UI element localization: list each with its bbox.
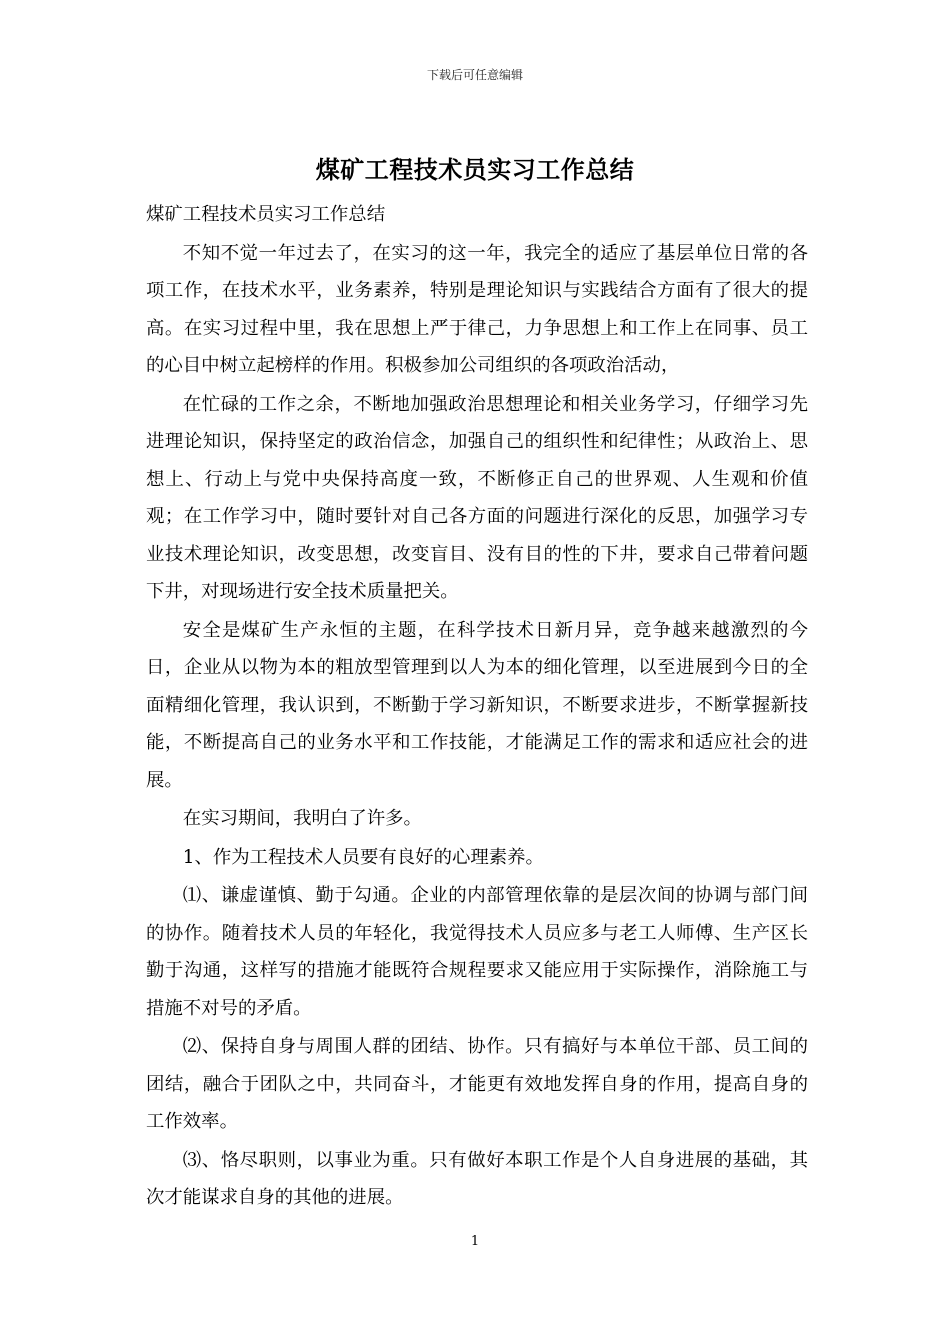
document-title: 煤矿工程技术员实习工作总结 (315, 155, 635, 184)
paragraph-2: 在忙碌的工作之余，不断地加强政治思想理论和相关业务学习，仔细学习先进理论知识，保持坚定的政治信念，加强自己的组织性和纪律性；从政治上、思想上、行动上与党中央保持高度一致，不断修正自己的世界观、人生观和价值观；在工作学习中，随时要针对自己各方面的问题进行深化的反思，加强学习专业技术理论知识，改变思想，改变盲目、没有目的性的下井，要求自己带着问题下井，对现场进行安全技术质量把关。 (146, 393, 808, 602)
document-subtitle: 煤矿工程技术员实习工作总结 (146, 204, 386, 225)
paragraph-8: ⑶、恪尽职则，以事业为重。只有做好本职工作是个人自身进展的基础，其次才能谋求自身的其他的进展。 (146, 1149, 808, 1208)
paragraph-1: 不知不觉一年过去了，在实习的这一年，我完全的适应了基层单位日常的各项工作，在技术水平，业务素养，特别是理论知识与实践结合方面有了很大的提高。在实习过程中里，我在思想上严于律己，力争思想上和工作上在同事、员工的心目中树立起榜样的作用。积极参加公司组织的各项政治活动， (146, 242, 808, 376)
paragraph-5: 1、作为工程技术人员要有良好的心理素养。 (182, 846, 544, 868)
paragraph-7: ⑵、保持自身与周围人群的团结、协作。只有搞好与本单位干部、员工间的团结，融合于团队之中，共同奋斗，才能更有效地发挥自身的作用，提高自身的工作效率。 (146, 1036, 808, 1132)
header-note: 下载后可任意编辑 (426, 68, 523, 82)
paragraph-6: ⑴、谦虚谨慎、勤于勾通。企业的内部管理依靠的是层次间的协调与部门间的协作。随着技术人员的年轻化，我觉得技术人员应多与老工人师傅、生产区长勤于沟通，这样写的措施才能既符合规程要求又能应用于实际操作，消除施工与措施不对号的矛盾。 (146, 885, 808, 1019)
paragraph-4: 在实习期间，我明白了许多。 (182, 808, 422, 829)
paragraph-3: 安全是煤矿生产永恒的主题，在科学技术日新月异，竞争越来越激烈的今日，企业从以物为本的粗放型管理到以人为本的细化管理，以至进展到今日的全面精细化管理，我认识到，不断勤于学习新知识，不断要求进步，不断掌握新技能，不断提高自己的业务水平和工作技能，才能满足工作的需求和适应社会的进展。 (146, 619, 808, 791)
document-body (146, 196, 808, 1218)
page-number: 1 (470, 1234, 480, 1249)
